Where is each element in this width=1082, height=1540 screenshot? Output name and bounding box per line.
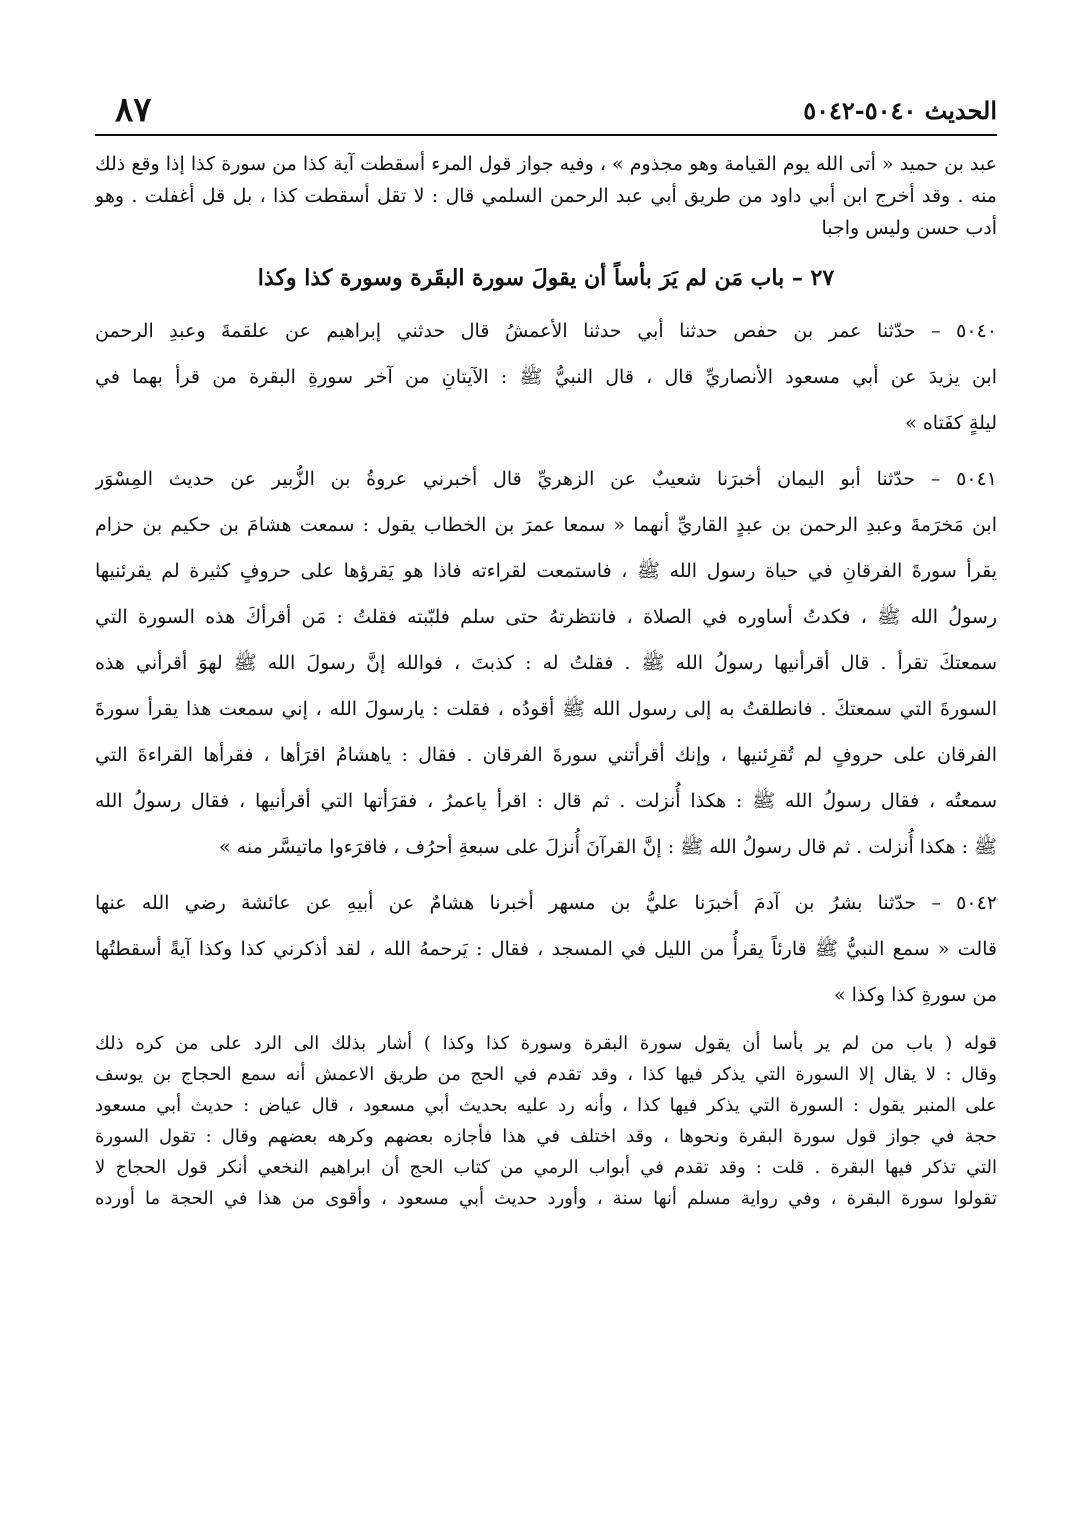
text-line: رسولُ الله ﷺ ، فكدتُ أساوره في الصلاة ، فانتظرتهُ حتى سلم فلبّبته فقلتُ : مَن أقرأكَ هذه السورة التي [95,606,997,628]
text-line: منه . وقد أخرج ابن أبي داود من طريق أبي عبد الرحمن السلمي قال : لا تقل أسقطت كذا ، بل قل أغفلت . وهو [95,185,997,207]
text-line: أدب حسن وليس واجبا [821,217,997,239]
text-line: ابن مَخرَمةَ وعبدِ الرحمن بن عبدٍ القاريِّ أنهما « سمعا عمرَ بن الخطاب يقول : سمعت هشامَ بن حكيم بن حزام [95,514,997,536]
hadith-5041 [95,456,997,870]
text-line: قوله ( باب من لم ير بأسا أن يقول سورة البقرة وسورة كذا وكذا ) أشار بذلك الى الرد على من كره ذلك [95,1033,997,1054]
text-line: الفرقان على حروفٍ لم تُقرِئنيها ، وإنك أقرأتني سورةَ الفرقان . فقال : ياهشامُ اقرَأها ، فقرأها القراءةَ التي [95,744,997,766]
text-line: ليلةٍ كفَتاه » [905,412,997,434]
text-line: السورةَ التي سمعتكَ . فانطلقتُ به إلى رسول الله ﷺ أقودُه ، فقلت : يارسولَ الله ، إني سمعت هذا يقرأ سورةَ [95,698,997,720]
text-line: قالت « سمع النبيُّ ﷺ قارئاً يقرأُ من الليل في المسجد ، فقال : يَرحمهُ الله ، لقد أذكرني كذا وكذا آيةً أسقطتُها [95,938,997,960]
page-number: ٨٧ [115,90,152,130]
commentary-paragraph [95,1028,997,1214]
text-line: يقرأ سورةَ الفرقانِ في حياة رسول الله ﷺ ، فاستمعت لقراءته فاذا هو يَقرؤها على حروفٍ كثيرة لم يقرئنيها [95,560,997,582]
text-line: ﷺ : هكذا أُنزلت . ثم قال رسولُ الله ﷺ : إنَّ القرآنَ أُنزلَ على سبعةِ أحرُف ، فاقرَءوا ماتيسَّر منه » [219,836,997,858]
text-line: عبد بن حميد « أتى الله يوم القيامة وهو مجذوم » ، وفيه جواز قول المرء أسقطت آية كذا من سورة كذا إذا وقع ذلك [95,153,997,175]
chapter-heading: ٢٧ – باب مَن لم يَرَ بأساً أن يقولَ سورة البقَرة وسورة كذا وكذا [257,265,835,291]
text-line: سمعتكَ تقرأ . قال أقرأنيها رسولُ الله ﷺ . فقلتُ له : كذبتَ ، فوالله إنَّ رسولَ الله ﷺ لهوَ أقرأني هذه [95,652,997,674]
text-line: ٥٠٤١ – حدّثنا أبو اليمان أخبرَنا شعيبٌ عن الزهريِّ قال أخبرني عروةُ بن الزُّبير عن حديث المِسْوَر [95,468,997,490]
text-line: تقولوا سورة البقرة ، وفي رواية مسلم أنها سنة ، وأورد حديث أبي مسعود ، وأقوى من هذا في الحجة ما أورده [95,1188,997,1209]
text-line: سمعتُه ، فقال رسولُ الله ﷺ : هكذا أُنزلت . ثم قال : اقرأ ياعمرُ ، فقرَأتها التي أقرأنيها ، فقال رسولُ الله [95,790,997,812]
text-line: من سورةِ كذا وكذا » [833,984,997,1006]
text-line: ابن يزيدَ عن أبي مسعود الأنصاريِّ قال ، قال النبيُّ ﷺ : الآيتانِ من آخر سورةِ البقرة من قرأ بهما في [95,366,997,388]
text-line: على المنبر يقول : السورة التي يذكر فيها كذا ، وأنه رد عليه بحديث أبي مسعود ، قال عياض : حديث أبي مسعود [95,1095,997,1116]
text-line: ٥٠٤٢ – حدّثنا بشرُ بن آدمَ أخبرَنا عليُّ بن مسهر أخبرنا هشامٌ عن أبيهِ عن عائشة رضي الله عنها [95,892,997,914]
text-line: حجة في جواز قول سورة البقرة ونحوها ، وقد اختلف في هذا فأجازه بعضهم وكرهه بعضهم وقال : تقول السورة [95,1126,997,1147]
text-line: وقال : لا يقال إلا السورة التي يذكر فيها كذا ، وقد تقدم في الحج من طريق الاعمش أنه سمع الحجاج بن يوسف [95,1064,997,1085]
hadith-5040 [95,308,997,446]
intro-paragraph [95,148,997,244]
text-line: التي تذكر فيها البقرة . قلت : وقد تقدم في أبواب الرمي من كتاب الحج أن ابراهيم النخعي أنكر قول الحجاج لا [95,1157,997,1178]
page-header [95,88,997,136]
running-title: الحديث ٥٠٤٠-٥٠٤٢ [803,96,997,125]
text-line: ٥٠٤٠ – حدّثنا عمر بن حفص حدثنا أبي حدثنا الأعمشُ قال حدثني إبراهيم عن علقمةَ وعبدِ الرحمن [95,320,997,342]
hadith-5042 [95,880,997,1018]
book-page [95,88,997,1214]
